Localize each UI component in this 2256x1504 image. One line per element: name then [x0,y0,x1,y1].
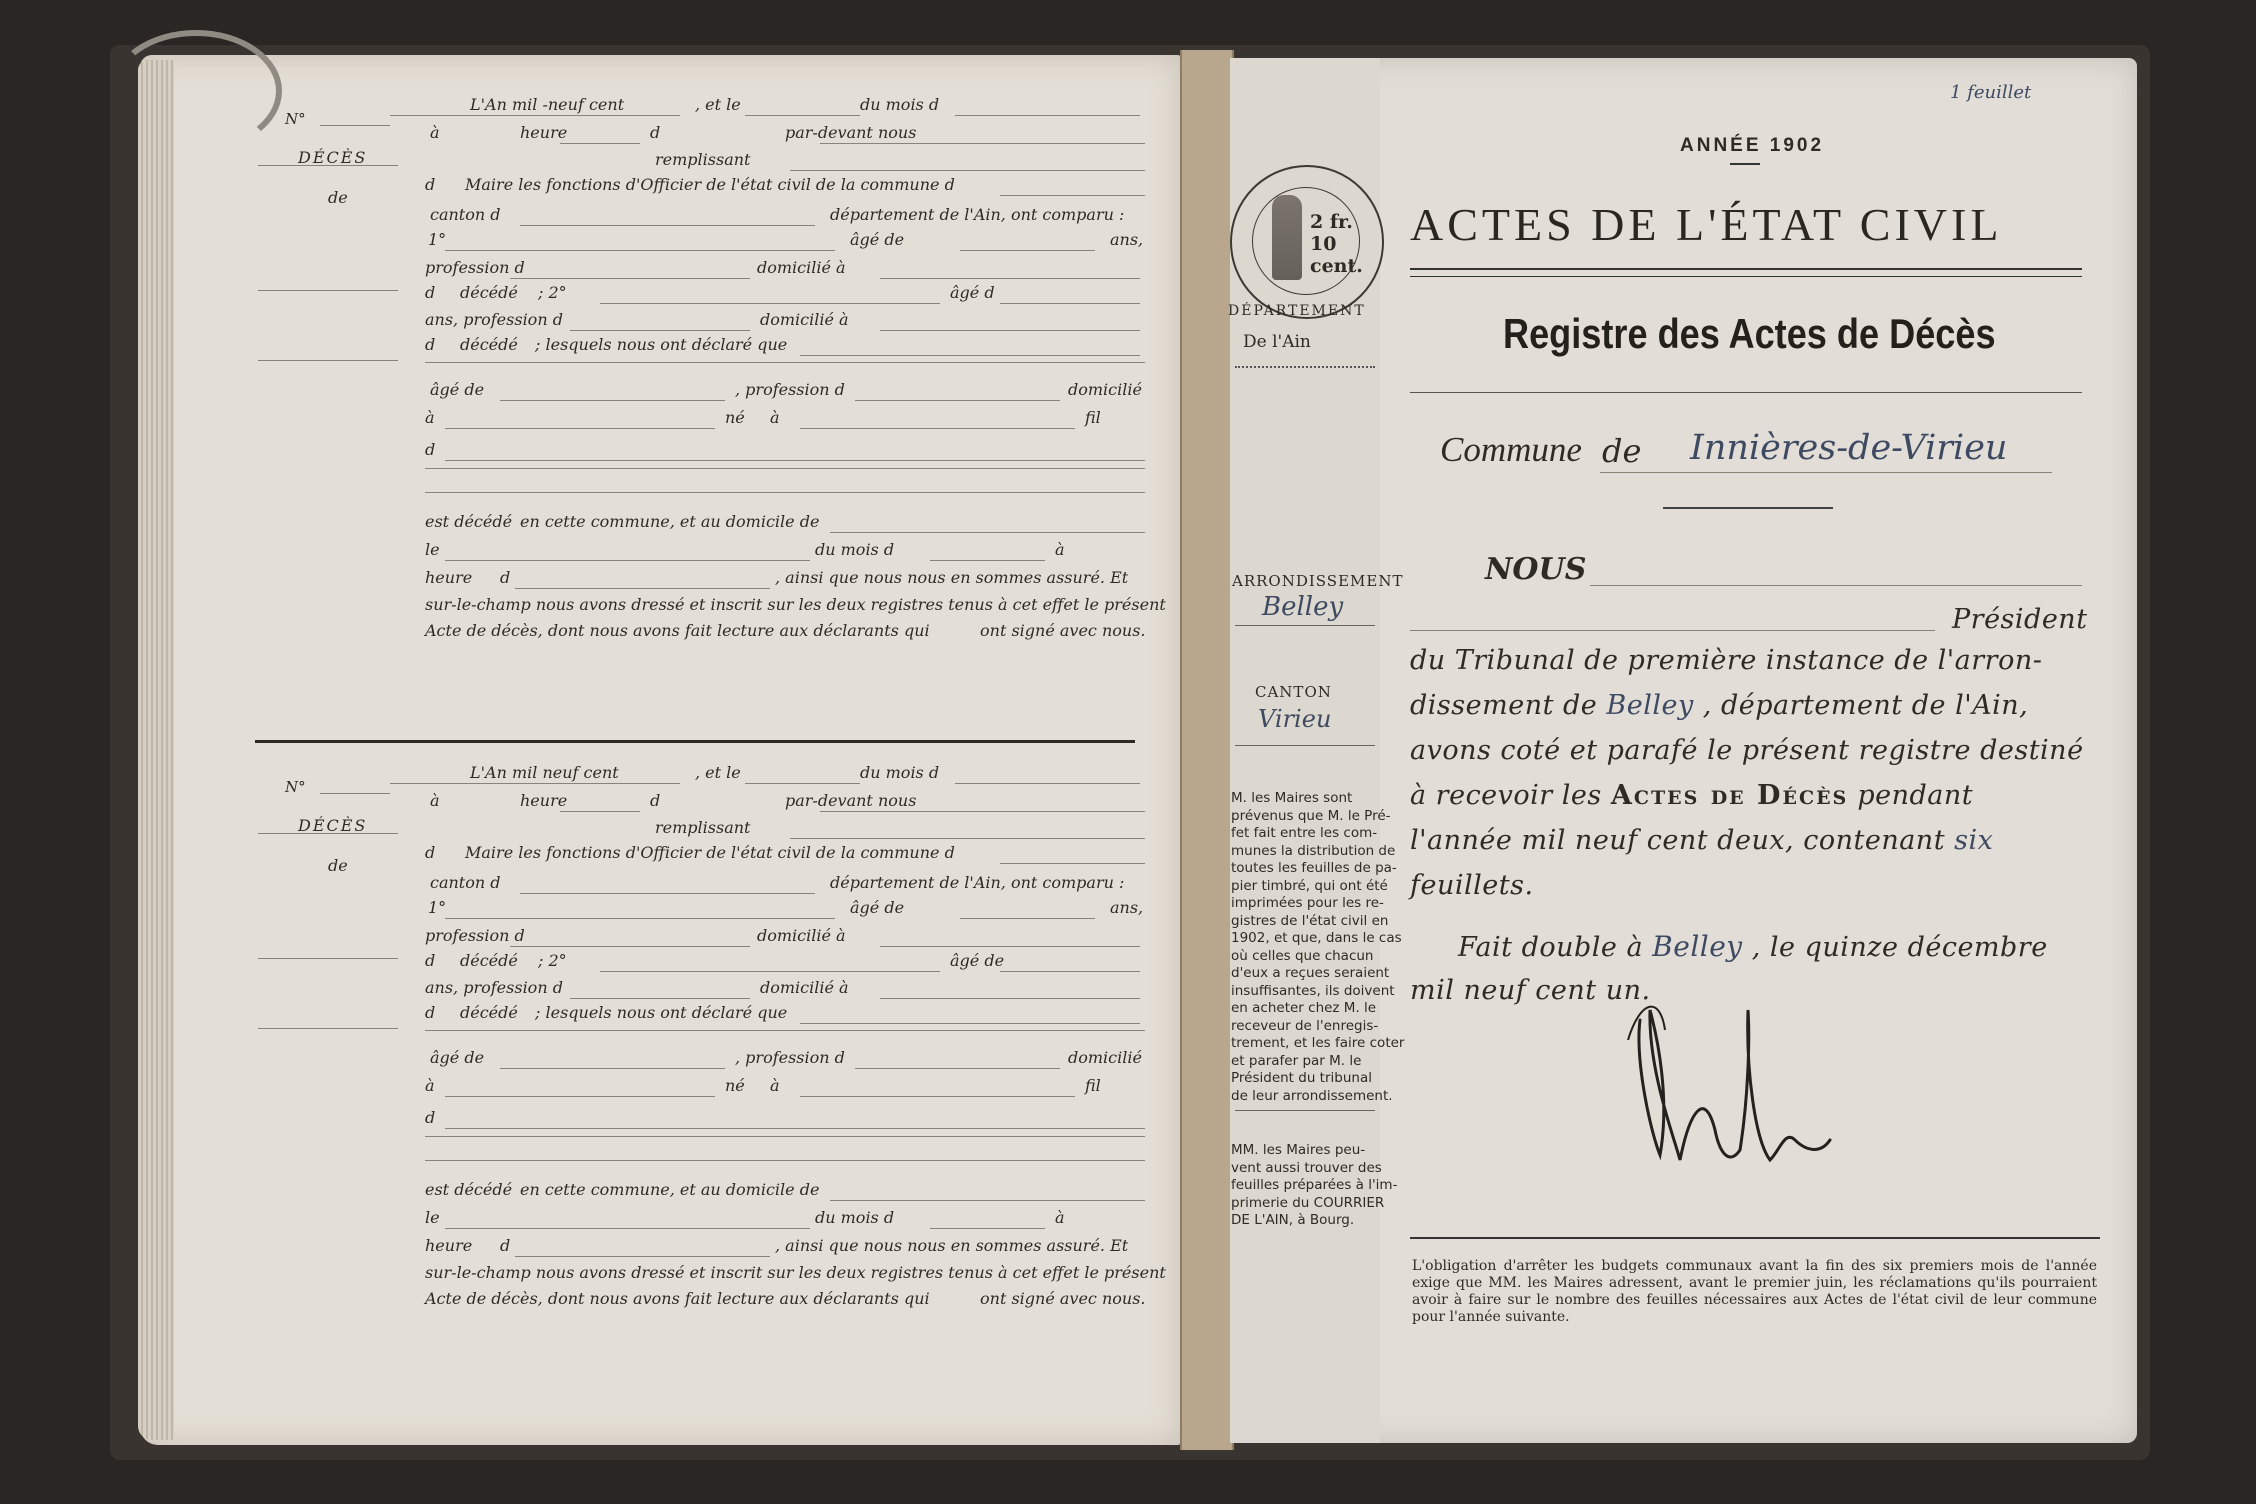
record-number-line [320,125,390,126]
form-field-line [880,946,1140,947]
deces-label: DÉCÈS [298,148,368,167]
fait-line [1458,930,2048,963]
year-ornament [1730,163,1760,165]
form-text-9-0: d [425,335,436,354]
form-text-5-0: 1° [428,898,447,917]
form-field-line [880,998,1140,999]
form-text-15-1: d [500,1236,511,1255]
paragraph-line [1410,780,1973,811]
form-text-0-0: L'An mil neuf cent [470,763,619,782]
form-field-line [515,1256,770,1257]
form-text-3-0: d [425,175,436,194]
president-label: Président [1952,604,2088,635]
canton-label: CANTON [1255,683,1332,701]
paragraph-pre: du Tribunal de première instance de l'arron- [1410,645,2043,676]
form-text-8-1: domicilié à [760,310,849,329]
form-field-line [500,400,725,401]
fait-pre: Fait double à [1458,932,1644,963]
president-signature [1620,980,1850,1190]
form-field-line [1000,863,1145,864]
paragraph-line [1410,825,1993,856]
title-rule-1 [1410,268,2082,270]
margin-name-line [258,1028,398,1029]
margin-notice-rule [1235,1110,1375,1111]
form-text-13-1: en cette commune, et au domicile de [520,512,820,531]
entry-separator [255,740,1135,743]
form-text-6-0: profession d [425,258,525,277]
form-text-10-0: âgé de [430,380,485,399]
form-text-4-1: département de l'Ain, ont comparu : [830,205,1125,224]
record-number-line [320,793,390,794]
form-text-10-2: domicilié [1068,1048,1142,1067]
form-text-7-0: d [425,951,436,970]
form-text-14-1: du mois d [815,1208,895,1227]
form-text-15-0: heure [425,568,473,587]
form-text-11-2: à [770,408,780,427]
stamp-department-name: De l'Ain [1243,332,1311,352]
form-text-3-0: d [425,843,436,862]
arrondissement-label: ARRONDISSEMENT [1232,572,1404,590]
form-text-7-2: ; 2° [538,283,567,302]
form-text-14-0: le [425,1208,440,1227]
form-field-line [390,115,680,116]
commune-ornament [1663,507,1833,509]
form-text-11-0: à [425,408,435,427]
form-field-line [500,1068,725,1069]
form-field-line [790,838,1145,839]
footnote-rule [1410,1237,2100,1239]
form-text-4-0: canton d [430,873,501,892]
paragraph-fill: six [1954,825,1994,856]
paragraph-pre: dissement de [1410,690,1598,721]
form-text-16-0: sur-le-champ nous avons dressé et inscrit sur les deux registres tenus à cet effet le présent [425,595,1166,614]
stamp-department: DÉPARTEMENT [1228,303,1366,319]
fait-place: Belley [1652,930,1743,963]
form-text-7-1: décédé [460,283,518,302]
justice-figure-icon [1272,195,1302,280]
form-text-16-0: sur-le-champ nous avons dressé et inscrit sur les deux registres tenus à cet effet le présent [425,1263,1166,1282]
form-text-11-1: né [725,408,745,427]
paragraph-pre: à recevoir les [1410,780,1602,811]
form-field-line [855,1068,1060,1069]
form-text-1-1: heure [520,791,568,810]
form-field-line [390,783,680,784]
stamp-value: 2 fr. 10 cent. [1310,211,1363,277]
form-field-line [960,918,1095,919]
form-text-6-1: domicilié à [757,258,846,277]
form-field-line [445,1128,1145,1129]
form-field-line [510,278,750,279]
form-text-11-0: à [425,1076,435,1095]
form-field-line [745,783,860,784]
deceased-name-label: de [328,188,348,207]
form-text-0-2: du mois d [860,763,940,782]
form-text-14-2: à [1055,1208,1065,1227]
paragraph-fill: Belley [1606,690,1694,721]
margin-notice-printer: MM. les Maires peu- vent aussi trouver des feuilles préparées à l'im- primerie du COURRIER DE L'AIN, à Bourg. [1231,1142,1398,1228]
paragraph-pre: l'année mil neuf cent deux, contenant [1410,825,1946,856]
stamp-divider [1235,366,1375,368]
form-text-3-1: Maire les fonctions d'Officier de l'état civil de la commune d [465,175,955,194]
register-title: ACTES DE L'ÉTAT CIVIL [1410,199,2003,250]
form-text-4-0: canton d [430,205,501,224]
form-field-line [955,115,1140,116]
form-text-5-0: 1° [428,230,447,249]
form-text-17-0: Acte de décès, dont nous avons fait lecture aux déclarants qui [425,621,930,640]
form-text-1-0: à [430,123,440,142]
form-text-14-0: le [425,540,440,559]
form-text-1-0: à [430,791,440,810]
form-field-line [855,400,1060,401]
form-text-11-1: né [725,1076,745,1095]
form-text-8-1: domicilié à [760,978,849,997]
margin-name-line [258,833,398,834]
commune-field-line [1600,472,2052,473]
form-blank-line [425,468,1145,469]
form-field-line [930,1228,1045,1229]
form-text-3-1: Maire les fonctions d'Officier de l'état civil de la commune d [465,843,955,862]
form-field-line [790,170,1145,171]
form-field-line [570,330,750,331]
form-text-12-0: d [425,440,436,459]
deces-label: DÉCÈS [298,816,368,835]
form-text-4-1: département de l'Ain, ont comparu : [830,873,1125,892]
form-text-5-2: ans, [1110,898,1144,917]
form-field-line [560,811,640,812]
arrondissement-rule [1235,625,1375,626]
form-field-line [445,250,835,251]
margin-notice-paper: M. les Maires sont prévenus que M. le Pré- fet fait entre les com- munes la distribution de toutes les feuilles de pa- pier timbré, qui ont été imprimées pour les re- gistres de l'état civil en 1902, et que, dans le cas où celles que chacun d'eux a reçues seraient insuffisantes, ils doivent en acheter chez M. le receveur de l'enregis- trement, et les faire coter et parafer par M. le Président du tribunal de leur arrondissement. [1231,790,1405,1104]
president-field-line [1410,630,1935,631]
year-header: ANNÉE 1902 [1680,135,1825,156]
paragraph-pre: feuillets. [1410,870,1534,901]
fait-line-2: mil neuf cent un. [1410,975,1651,1006]
form-field-line [820,143,1145,144]
form-field-line [955,783,1140,784]
form-text-10-1: , profession d [735,1048,845,1067]
page-edges [138,60,174,1440]
form-text-13-0: est décédé [425,1180,513,1199]
form-text-2-0: remplissant [655,818,751,837]
margin-name-line [258,290,398,291]
form-text-17-1: ont signé avec nous. [980,621,1146,640]
form-field-line [600,303,940,304]
arrondissement-value: Belley [1262,592,1344,622]
form-text-1-2: d [650,791,661,810]
form-text-10-1: , profession d [735,380,845,399]
form-field-line [445,428,715,429]
form-blank-line [425,492,1145,493]
form-text-9-0: d [425,1003,436,1022]
form-field-line [520,225,815,226]
form-field-line [830,1200,1145,1201]
nous-label: NOUS [1485,552,1587,587]
form-text-11-3: fil [1085,1076,1101,1095]
form-text-9-2: ; lesquels nous ont déclaré que [535,335,788,354]
register-subtitle: Registre des Actes de Décès [1503,310,1996,357]
paragraph-line [1410,690,2028,721]
form-field-line [1000,971,1140,972]
canton-value: Virieu [1258,705,1332,733]
form-field-line [800,428,1075,429]
fait-post: , le quinze décembre [1751,932,2048,963]
form-text-8-0: ans, profession d [425,978,563,997]
form-field-line [1000,303,1140,304]
form-text-6-1: domicilié à [757,926,846,945]
form-field-line [520,893,815,894]
form-text-7-0: d [425,283,436,302]
binding-gutter [1180,50,1234,1450]
margin-name-line [258,165,398,166]
form-text-13-0: est décédé [425,512,513,531]
form-text-15-2: , ainsi que nous nous en sommes assuré. Et [775,568,1129,587]
margin-name-line [258,360,398,361]
form-field-line [445,918,835,919]
fiscal-stamp [1230,165,1384,319]
form-text-1-3: par-devant nous [785,791,917,810]
form-text-1-2: d [650,123,661,142]
deceased-name-label: de [328,856,348,875]
form-blank-line [425,1136,1145,1137]
form-text-10-0: âgé de [430,1048,485,1067]
form-text-11-3: fil [1085,408,1101,427]
form-text-0-1: , et le [695,763,741,782]
margin-name-line [258,958,398,959]
form-text-2-0: remplissant [655,150,751,169]
form-field-line [515,588,770,589]
form-text-17-0: Acte de décès, dont nous avons fait lecture aux déclarants qui [425,1289,930,1308]
form-text-15-2: , ainsi que nous nous en sommes assuré. Et [775,1236,1129,1255]
form-field-line [820,811,1145,812]
paragraph-caps: Actes de Décès [1610,780,1849,811]
canton-rule [1235,745,1375,746]
form-text-5-1: âgé de [850,230,905,249]
form-field-line [745,115,860,116]
paragraph-line [1410,735,2084,766]
form-field-line [930,560,1045,561]
title-rule-2 [1410,276,2082,277]
form-field-line [510,946,750,947]
form-text-0-1: , et le [695,95,741,114]
form-text-7-3: âgé de [950,951,1005,970]
form-text-9-1: décédé [460,1003,518,1022]
form-text-5-2: ans, [1110,230,1144,249]
commune-label: Commune [1440,430,1582,469]
nous-field-line [1590,585,2082,586]
form-text-7-2: ; 2° [538,951,567,970]
form-text-11-2: à [770,1076,780,1095]
form-field-line [445,1096,715,1097]
form-field-line [800,355,1140,356]
form-field-line [560,143,640,144]
form-text-13-1: en cette commune, et au domicile de [520,1180,820,1199]
form-field-line [1000,195,1145,196]
record-number-label: N° [285,778,306,796]
form-field-line [570,998,750,999]
record-number-label: N° [285,110,306,128]
form-text-7-3: âgé d [950,283,995,302]
form-text-14-1: du mois d [815,540,895,559]
form-field-line [880,330,1140,331]
form-text-15-0: heure [425,1236,473,1255]
form-text-6-0: profession d [425,926,525,945]
paragraph-post: pendant [1857,780,1974,811]
form-text-12-0: d [425,1108,436,1127]
form-field-line [445,460,1145,461]
form-text-14-2: à [1055,540,1065,559]
form-text-15-1: d [500,568,511,587]
commune-de: de [1602,432,1642,470]
form-field-line [800,1023,1140,1024]
form-text-17-1: ont signé avec nous. [980,1289,1146,1308]
form-text-0-0: L'An mil -neuf cent [470,95,625,114]
paragraph-pre: avons coté et parafé le présent registre destiné [1410,735,2084,766]
form-field-line [830,532,1145,533]
form-text-1-3: par-devant nous [785,123,917,142]
form-field-line [600,971,940,972]
commune-value: Innières-de-Virieu [1690,428,2008,468]
form-text-8-0: ans, profession d [425,310,563,329]
form-field-line [445,1228,810,1229]
corner-note: 1 feuillet [1950,82,2032,103]
form-blank-line [425,1160,1145,1161]
form-blank-line [425,1030,1145,1031]
form-blank-line [425,362,1145,363]
paragraph-line [1410,870,1534,901]
paragraph-post: , département de l'Ain, [1702,690,2029,721]
form-text-9-1: décédé [460,335,518,354]
paragraph-line [1410,645,2042,676]
form-field-line [880,278,1140,279]
form-field-line [960,250,1095,251]
form-text-9-2: ; lesquels nous ont déclaré que [535,1003,788,1022]
subtitle-rule [1410,392,2082,393]
form-field-line [445,560,810,561]
binder-ring [110,30,282,152]
budget-footnote: L'obligation d'arrêter les budgets communaux avant la fin des six premiers mois de l'année exige que MM. les Maires adressent, avant le premier juin, les réclamations qu'ils pourraient avoir à faire sur le nombre des feuilles nécessaires aux Actes de l'état civil de leur commune pour l'année suivante. [1412,1258,2097,1325]
form-text-5-1: âgé de [850,898,905,917]
form-field-line [800,1096,1075,1097]
form-text-0-2: du mois d [860,95,940,114]
form-text-10-2: domicilié [1068,380,1142,399]
form-text-1-1: heure [520,123,568,142]
form-text-7-1: décédé [460,951,518,970]
